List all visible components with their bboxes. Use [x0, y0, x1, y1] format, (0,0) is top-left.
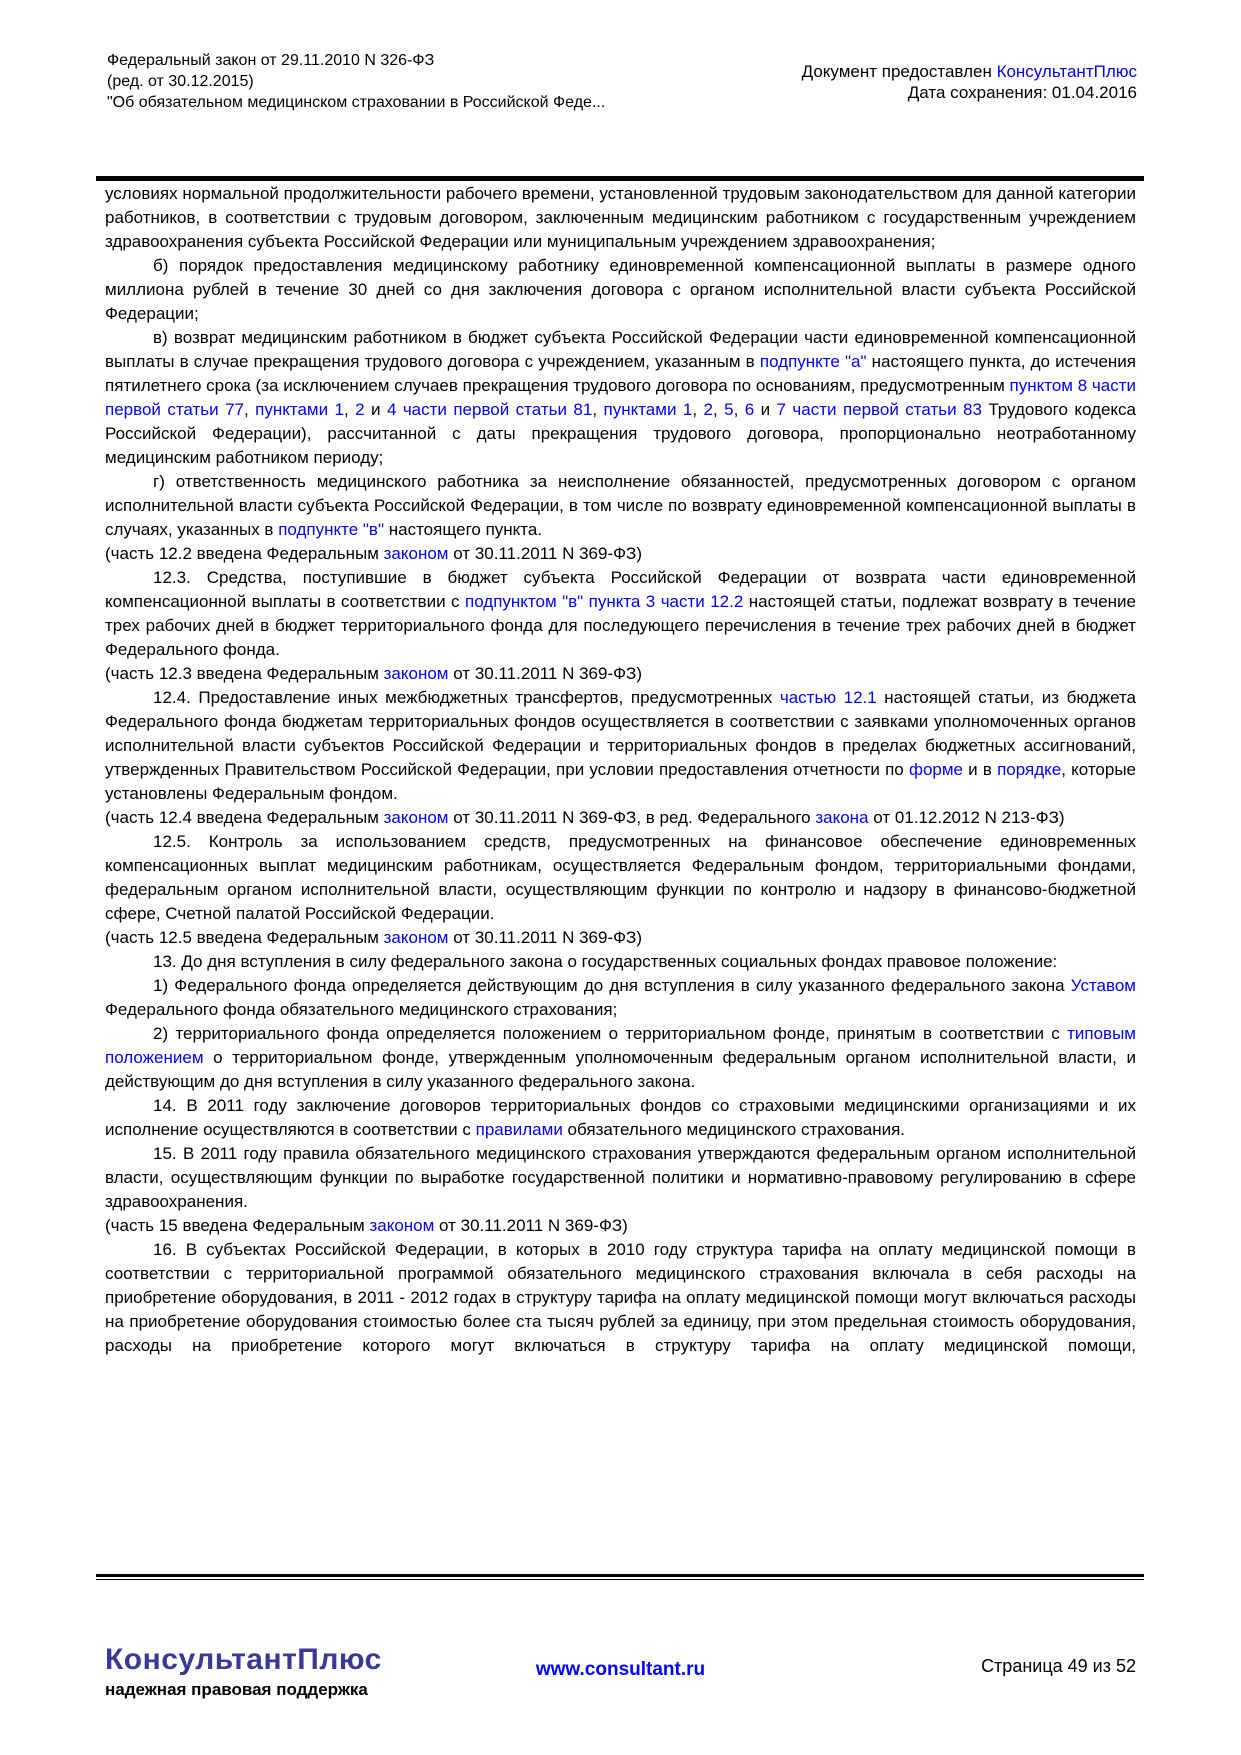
paragraph: [105, 542, 1136, 566]
text-run: обязательного медицинского страхования.: [562, 1120, 906, 1139]
doc-link[interactable]: форме: [908, 760, 963, 779]
doc-link[interactable]: правилами: [475, 1120, 563, 1139]
text-run: 12.5. Контроль за использованием средств, предусмотренных на финансовое обеспечение единовременных компенсационных выплат медицинским работникам, осуществляется Федеральным фондом, территориальными фондами, федеральным органом исполнительной власти, осуществляющим функции по контролю и надзору в финансово-бюджетной сфере, Счетной палатой Российской Федерации.: [105, 832, 1136, 923]
document-title-block: [107, 50, 605, 113]
doc-link[interactable]: типовым положением: [105, 1024, 1136, 1067]
paragraph: [105, 1214, 1136, 1238]
text-run: настоящей статьи, подлежат возврату в течение трех рабочих дней в бюджет территориального фонда для последующего перечисления в течение трех рабочих дней в бюджет Федерального фонда.: [105, 592, 1137, 659]
doc-link[interactable]: Уставом: [1070, 976, 1136, 995]
text-run: (часть 12.4 введена Федеральным: [105, 808, 384, 827]
text-run: (часть 12.3 введена Федеральным: [105, 664, 384, 683]
text-run: от 30.11.2011 N 369-ФЗ): [448, 544, 642, 563]
text-run: от 30.11.2011 N 369-ФЗ): [434, 1216, 628, 1235]
paragraph: [105, 1094, 1136, 1142]
text-run: в) возврат медицинским работником в бюджет субъекта Российской Федерации части единовременной компенсационной выплаты в случае прекращения трудового договора с учреждением, указанным в: [105, 328, 1136, 371]
text-run: от 30.11.2011 N 369-ФЗ): [448, 664, 642, 683]
page-footer: [105, 1643, 1136, 1713]
text-run: о территориальном фонде, утвержденным уполномоченным федеральным органом исполнительной власти, и действующим до дня вступления в силу указанного федерального закона.: [105, 1048, 1136, 1091]
paragraph: [105, 950, 1136, 974]
paragraph: [105, 806, 1136, 830]
paragraph: [105, 1022, 1136, 1094]
paragraph: [105, 182, 1136, 254]
doc-link[interactable]: закона: [815, 808, 869, 827]
text-run: настоящего пункта.: [384, 520, 543, 539]
text-run: 1) Федерального фонда определяется действующим до дня вступления в силу указанного федерального закона: [153, 976, 1071, 995]
text-run: Трудового кодекса Российской Федерации), рассчитанной с даты прекращения трудового договора, пропорционально неотработанному медицинским работником периоду;: [105, 400, 1137, 467]
doc-link[interactable]: подпункте "в": [278, 520, 384, 539]
save-date-line: Дата сохранения: 01.04.2016: [907, 83, 1137, 102]
text-run: 15. В 2011 году правила обязательного медицинского страхования утверждаются федеральным органом исполнительной власти, осуществляющим функции по выработке государственной политики и нормативно-правовому регулированию в сфере здравоохранения.: [105, 1144, 1136, 1211]
text-run: условиях нормальной продолжительности рабочего времени, установленной трудовым законодательством для данной категории работников, в соответствии с трудовым договором, заключенным медицинским работником с государственным учреждением здравоохранения субъекта Российской Федерации или муниципальным учреждением здравоохранения;: [105, 184, 1136, 251]
text-run: 16. В субъектах Российской Федерации, в которых в 2010 году структура тарифа на оплату медицинской помощи в соответствии с территориальной программой обязательного медицинского страхования включала в себя расходы на приобретение оборудования, в 2011 - 2012 годах в структуру тарифа на оплату медицинской помощи могут включаться расходы на приобретение оборудования стоимостью более ста тысяч рублей за единицу, при этом предельная стоимость оборудования, расходы на приобретение которого могут включаться в структуру тарифа на оплату медицинской помощи,: [105, 1240, 1136, 1355]
doc-link[interactable]: 2: [355, 400, 365, 419]
provided-by-text: Документ предоставлен: [801, 62, 997, 81]
paragraph: [105, 926, 1136, 950]
text-run: настоящей статьи, из бюджета Федерального фонда бюджетам территориальных фондов осуществляется в соответствии с заявками уполномоченных органов исполнительной власти субъектов Российской Федерации и территориальных фондов в пределах бюджетных ассигнований, утвержденных Правительством Российской Федерации, при условии предоставления отчетности по: [105, 688, 1137, 779]
doc-link[interactable]: 6: [744, 400, 755, 419]
doc-link[interactable]: пунктом 8 части первой статьи 77: [105, 376, 1136, 419]
footer-divider: [96, 1574, 1144, 1580]
doc-link[interactable]: порядке: [997, 760, 1062, 779]
document-title-line: Федеральный закон от 29.11.2010 N 326-ФЗ: [107, 52, 435, 69]
doc-link[interactable]: подпунктом "в" пункта 3 части 12.2: [464, 592, 744, 611]
doc-link[interactable]: законом: [383, 928, 449, 947]
paragraph: [105, 1238, 1136, 1358]
paragraph: [105, 326, 1136, 470]
doc-link[interactable]: законом: [383, 664, 449, 683]
doc-link[interactable]: пунктами 1: [255, 400, 344, 419]
text-run: (часть 12.2 введена Федеральным: [105, 544, 384, 563]
paragraph: [105, 254, 1136, 326]
text-run: ,: [733, 400, 745, 419]
text-run: ,: [243, 400, 256, 419]
text-run: ,: [592, 400, 604, 419]
doc-link[interactable]: законом: [383, 808, 449, 827]
paragraph: [105, 1142, 1136, 1214]
document-title-line: "Об обязательном медицинском страховании в Российской Феде...: [107, 94, 606, 111]
text-run: , которые установлены Федеральным фондом.: [105, 760, 1137, 803]
text-run: от 01.12.2012 N 213-ФЗ): [868, 808, 1065, 827]
logo-text: КонсультантПлюс: [105, 1643, 382, 1676]
text-run: (часть 12.5 введена Федеральным: [105, 928, 384, 947]
paragraph: [105, 974, 1136, 1022]
text-run: и в: [963, 760, 998, 779]
text-run: б) порядок предоставления медицинскому работнику единовременной компенсационной выплаты в размере одного миллиона рублей в течение 30 дней со дня заключения договора с органом исполнительной власти субъекта Российской Федерации;: [105, 256, 1136, 323]
paragraph: [105, 566, 1136, 662]
text-run: ,: [712, 400, 725, 419]
text-run: от 30.11.2011 N 369-ФЗ, в ред. Федерального: [448, 808, 816, 827]
doc-link[interactable]: подпункте "а": [759, 352, 867, 371]
text-run: настоящего пункта, до истечения пятилетнего срока (за исключением случаев прекращения трудового договора по основаниям, предусмотренным: [105, 352, 1136, 395]
logo-tagline: надежная правовая поддержка: [105, 1680, 368, 1699]
text-run: от 30.11.2011 N 369-ФЗ): [448, 928, 642, 947]
provided-by-line: [802, 61, 1137, 82]
doc-link[interactable]: 2: [703, 400, 713, 419]
page-number: Страница 49 из 52: [981, 1656, 1136, 1676]
text-run: ,: [692, 400, 704, 419]
text-run: ,: [343, 400, 356, 419]
text-run: (часть 15 введена Федеральным: [105, 1216, 370, 1235]
doc-link[interactable]: законом: [383, 544, 449, 563]
paragraph: [105, 830, 1136, 926]
paragraph: [105, 470, 1136, 542]
site-url-link[interactable]: www.consultant.ru: [535, 1659, 706, 1680]
header-divider: [96, 176, 1144, 181]
text-run: и: [364, 400, 387, 419]
document-title-line: (ред. от 30.12.2015): [107, 73, 254, 90]
text-run: Федерального фонда обязательного медицинского страхования;: [105, 1000, 618, 1019]
page-header: [107, 50, 1137, 113]
doc-link[interactable]: 7 части первой статьи 83: [776, 400, 982, 419]
text-run: 14. В 2011 году заключение договоров территориальных фондов со страховыми медицинскими организациями и их исполнение осуществляются в соответствии с: [105, 1096, 1136, 1139]
doc-link[interactable]: частью 12.1: [779, 688, 877, 707]
text-run: г) ответственность медицинского работника за неисполнение обязанностей, предусмотренных договором с органом исполнительной власти субъекта Российской Федерации, в том числе по возврату единовременной компенсационной выплаты в случаях, указанных в: [105, 472, 1136, 539]
paragraph: [105, 662, 1136, 686]
text-run: 12.3. Средства, поступившие в бюджет субъекта Российской Федерации от возврата части единовременной компенсационной выплаты в соответствии с: [105, 568, 1136, 611]
doc-link[interactable]: 5: [724, 400, 734, 419]
text-run: 12.4. Предоставление иных межбюджетных трансфертов, предусмотренных: [153, 688, 780, 707]
doc-link[interactable]: пунктами 1: [603, 400, 693, 419]
provider-link[interactable]: КонсультантПлюс: [996, 62, 1137, 81]
text-run: 13. До дня вступления в силу федерального закона о государственных социальных фондах правовое положение:: [153, 952, 1058, 971]
doc-link[interactable]: законом: [369, 1216, 435, 1235]
doc-link[interactable]: 4 части первой статьи 81: [386, 400, 593, 419]
document-body: [105, 182, 1136, 1358]
provider-block: [802, 50, 1137, 113]
paragraph: [105, 686, 1136, 806]
text-run: 2) территориального фонда определяется положением о территориальном фонде, принятым в соответствии с: [153, 1024, 1068, 1043]
text-run: и: [754, 400, 777, 419]
